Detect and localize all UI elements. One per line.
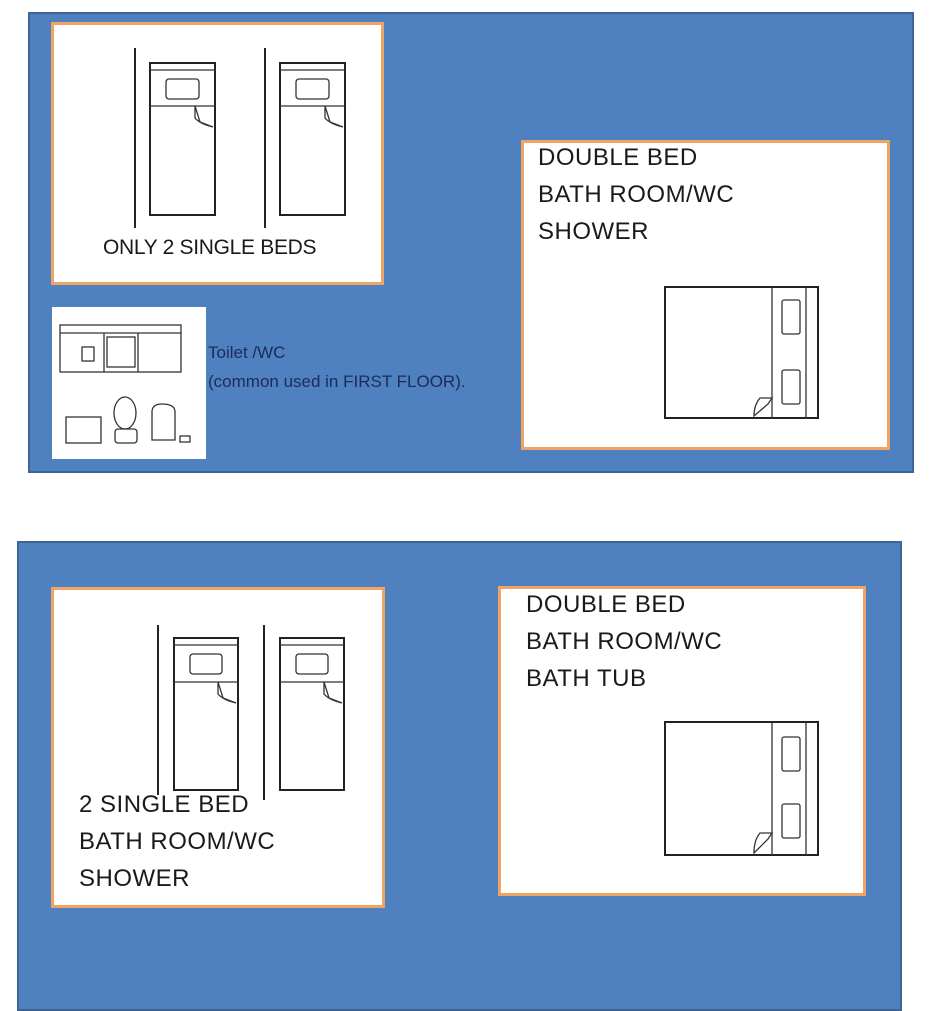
feature: SHOWER [79, 865, 190, 892]
room-label: ONLY 2 SINGLE BEDS [103, 236, 317, 259]
feature: 2 SINGLE BED [79, 791, 250, 818]
feature: BATH ROOM/WC [538, 181, 735, 208]
room-features [526, 586, 722, 697]
feature: BATH ROOM/WC [79, 828, 276, 855]
toilet-label [208, 338, 466, 396]
toilet-note: (common used in FIRST FLOOR). [208, 372, 466, 391]
toilet-title: Toilet /WC [208, 343, 286, 362]
feature: BATH ROOM/WC [526, 628, 723, 655]
feature: SHOWER [538, 218, 649, 245]
toilet-diagram [52, 307, 206, 459]
room-features [538, 139, 734, 250]
room-features [79, 786, 275, 897]
feature: DOUBLE BED [526, 591, 686, 618]
feature: BATH TUB [526, 665, 647, 692]
feature: DOUBLE BED [538, 144, 698, 171]
